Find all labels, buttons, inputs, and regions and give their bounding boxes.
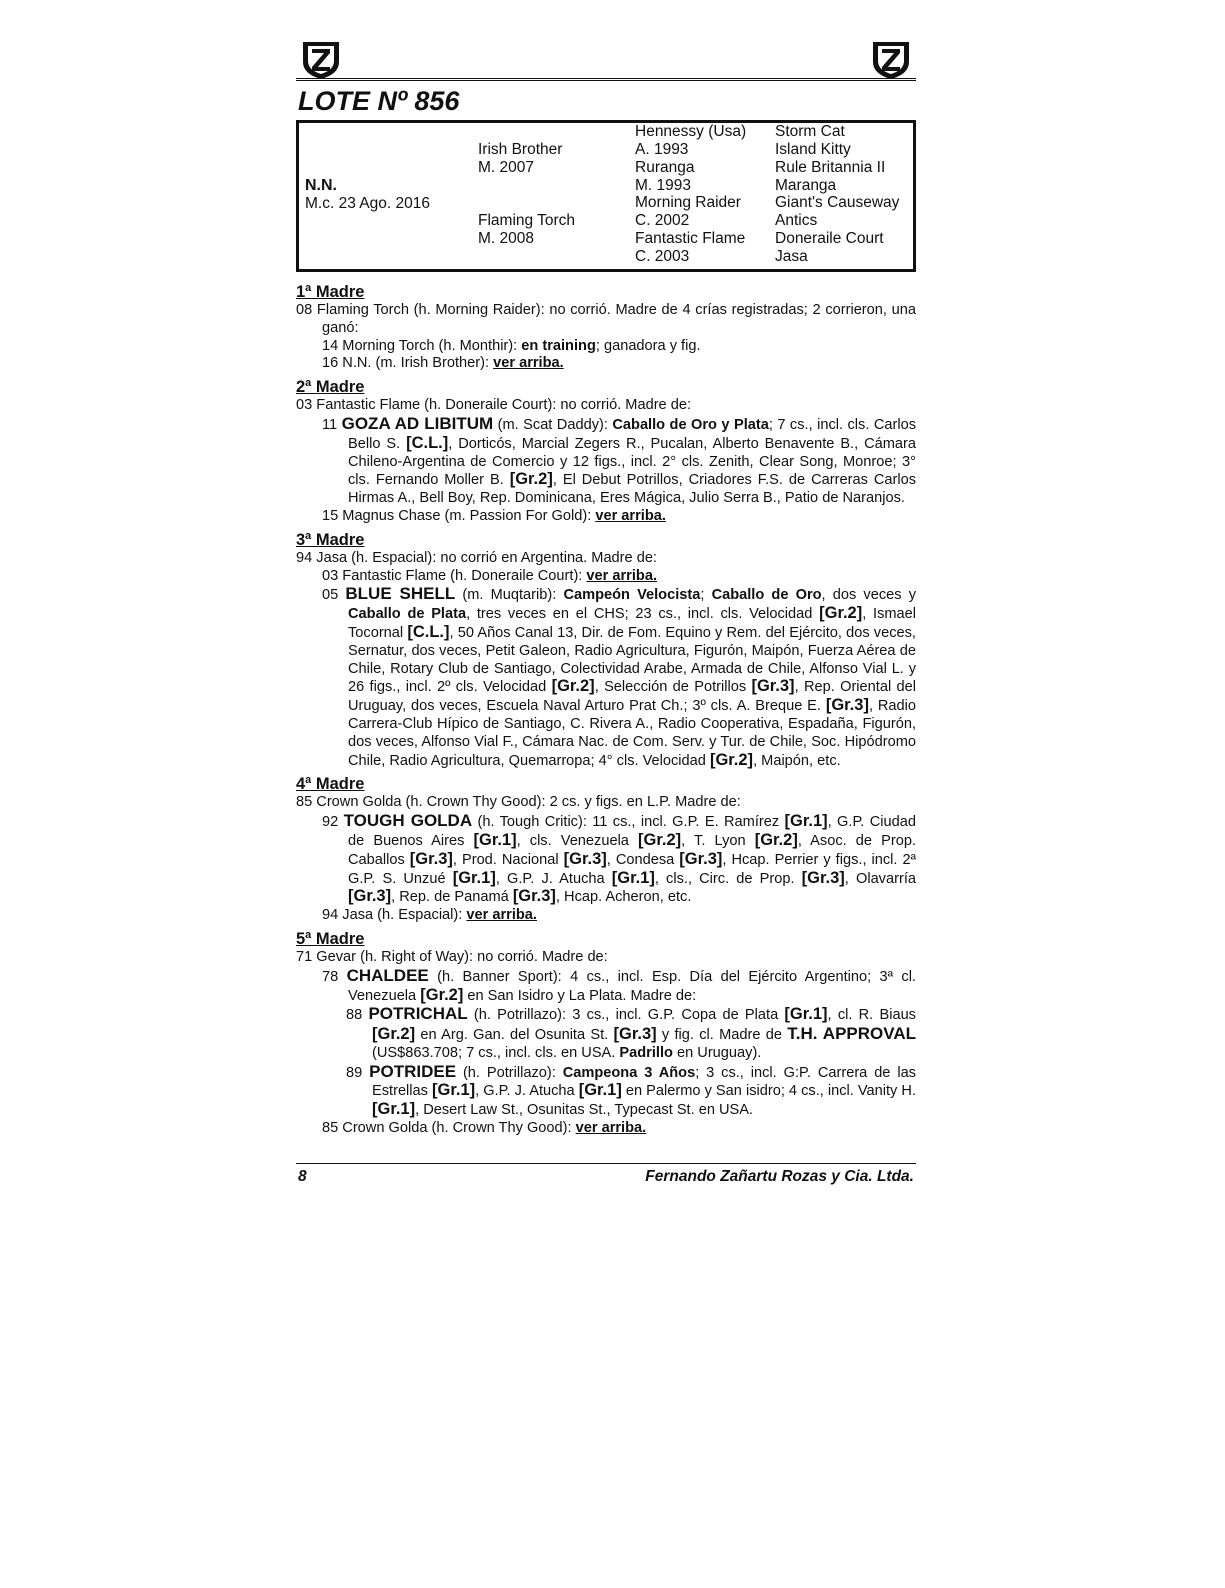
dam-info: M. 2008 <box>478 230 535 247</box>
gen3-cell: Maranga <box>775 177 837 194</box>
gen2-cell: Hennessy (Usa) <box>635 123 747 140</box>
gen2-cell: A. 1993 <box>635 141 689 158</box>
produce-entry: 88 POTRICHAL (h. Potrillazo): 3 cs., incl. G.P. Copa de Plata [Gr.1], cl. R. Biaus [Gr.2] en Arg. Gan. del Osunita St. [Gr.3] y fig. cl. Madre de T.H. APPROVAL (US$863.708; 7 cs., incl. cls. en USA. Padrillo en Uruguay). <box>346 1004 916 1061</box>
see-above-link: ver arriba. <box>466 907 537 924</box>
zr-logo-icon <box>870 36 912 80</box>
see-above-link: ver arriba. <box>493 355 564 372</box>
pedigree-table <box>296 120 916 272</box>
gen3-cell: Island Kitty <box>775 141 851 158</box>
lot-title: LOTE Nº 856 <box>298 86 460 116</box>
dam-entry: 08 Flaming Torch (h. Morning Raider): no corrió. Madre de 4 crías registradas; 2 corrieron, una ganó: <box>296 302 916 336</box>
dam-entry: 03 Fantastic Flame (h. Doneraile Court): no corrió. Madre de: <box>296 397 692 414</box>
produce-entry: 05 BLUE SHELL (m. Muqtarib): Campeón Velocista; Caballo de Oro, dos veces y Caballo de Plata, tres veces en el CHS; 23 cs., incl. cls. Velocidad [Gr.2], Ismael Tocornal [C.L.], 50 Años Canal 13, Dir. de Fom. Equino y Rem. del Ejército, dos veces, Sernatur, dos veces, Petit Galeon, Radio Agricultura, Figurón, Maipón, Fuerza Aérea de Chile, Rotary Club de Santiago, Colectividad Arabe, Armada de Chile, Alfonso Vial L. y 26 figs., incl. 2º cls. Velocidad [Gr.2], Selección de Potrillos [Gr.3], Rep. Oriental del Uruguay, dos veces, Escuela Naval Arturo Prat Ch.; 3º cls. A. Breque E. [Gr.3], Radio Carrera-Club Hípico de Santiago, C. Rivera A., Radio Cooperativa, Espadaña, Figurón, dos veces, Alfonso Vial F., Cámara Nac. de Com. Serv. y Tur. de Chile, Soc. Hipódromo Chile, Radio Agricultura, Quemarropa; 4° cls. Velocidad [Gr.2], Maipón, etc. <box>322 584 916 769</box>
gen3-cell: Rule Britannia II <box>775 159 886 176</box>
produce-entry: 15 Magnus Chase (m. Passion For Gold): ver arriba. <box>322 507 666 524</box>
gen3-cell: Doneraile Court <box>775 230 884 247</box>
produce-entry: 89 POTRIDEE (h. Potrillazo): Campeona 3 Años; 3 cs., incl. G:P. Carrera de las Estrellas [Gr.1], G.P. J. Atucha [Gr.1] en Palermo y San isidro; 4 cs., incl. Vanity H. [Gr.1], Desert Law St., Osunitas St., Typecast St. en USA. <box>346 1061 917 1119</box>
sire-info: M. 2007 <box>478 159 535 176</box>
section-title: 2ª Madre <box>296 378 365 397</box>
gen3-cell: Antics <box>775 212 818 229</box>
section-title: 3ª Madre <box>296 530 365 549</box>
gen3-cell: Storm Cat <box>775 123 845 140</box>
gen3-cell: Giant's Causeway <box>775 194 900 211</box>
section-title: 4ª Madre <box>296 775 365 794</box>
produce-entry: 11 GOZA AD LIBITUM (m. Scat Daddy): Caballo de Oro y Plata; 7 cs., incl. cls. Carlos Bello S. [C.L.], Dorticós, Marcial Zegers R., Pucalan, Alberto Benavente B., Cámara Chileno-Argentina de Comercio y 12 figs., incl. 2° cls. Zenith, Clear Song, Monroe; 3° cls. Fernando Moller B. [Gr.2], El Debut Potrillos, Criadores F.S. de Carreras Carlos Hirmas A., Bell Boy, Rep. Dominicana, Eres Mágica, Julio Serra B., Patio de Naranjos. <box>322 413 916 507</box>
gen2-cell: Morning Raider <box>635 194 741 211</box>
gen3-cell: Jasa <box>775 248 808 265</box>
produce-entry: 94 Jasa (h. Espacial): ver arriba. <box>322 907 537 924</box>
produce-entry: 03 Fantastic Flame (h. Doneraile Court): ver arriba. <box>322 567 658 584</box>
section-title: 5ª Madre <box>296 929 365 948</box>
header-rule <box>296 78 916 79</box>
dam-entry: 71 Gevar (h. Right of Way): no corrió. Madre de: <box>296 948 608 965</box>
produce-entry: 14 Morning Torch (h. Monthir): en training; ganadora y fig. <box>322 337 701 354</box>
horse-name: N.N. <box>305 177 337 194</box>
header-rule <box>296 80 916 81</box>
zr-logo-icon <box>300 36 342 80</box>
produce-entry: 85 Crown Golda (h. Crown Thy Good): ver arriba. <box>322 1120 647 1137</box>
sire-name: Irish Brother <box>478 141 563 158</box>
produce-entry: 16 N.N. (m. Irish Brother): ver arriba. <box>322 355 564 372</box>
family-text <box>296 278 916 1138</box>
dam-name: Flaming Torch <box>478 212 576 229</box>
horse-info: M.c. 23 Ago. 2016 <box>305 195 430 212</box>
see-above-link: ver arriba. <box>586 567 658 584</box>
produce-entry: 92 TOUGH GOLDA (h. Tough Critic): 11 cs., incl. G.P. E. Ramírez [Gr.1], G.P. Ciudad de Buenos Aires [Gr.1], cls. Venezuela [Gr.2], T. Lyon [Gr.2], Asoc. de Prop. Caballos [Gr.3], Prod. Nacional [Gr.3], Condesa [Gr.3], Hcap. Perrier y figs., incl. 2ª G.P. S. Unzué [Gr.1], G.P. J. Atucha [Gr.1], cls., Circ. de Prop. [Gr.3], Olavarría [Gr.3], Rep. de Panamá [Gr.3], Hcap. Acheron, etc. <box>322 811 917 906</box>
gen2-cell: M. 1993 <box>635 177 692 194</box>
produce-entry: 78 CHALDEE (h. Banner Sport): 4 cs., incl. Esp. Día del Ejército Argentino; 3ª cl. Venezuela [Gr.2] en San Isidro y La Plata. Madre de: <box>322 965 916 1004</box>
dam-entry: 94 Jasa (h. Espacial): no corrió en Argentina. Madre de: <box>296 549 657 566</box>
gen2-cell: Fantastic Flame <box>635 230 746 247</box>
section-title: 1ª Madre <box>296 283 365 301</box>
company-name: Fernando Zañartu Rozas y Cia. Ltda. <box>645 1168 914 1185</box>
gen2-cell: C. 2002 <box>635 212 690 229</box>
dam-entry: 85 Crown Golda (h. Crown Thy Good): 2 cs. y figs. en L.P. Madre de: <box>296 794 741 811</box>
see-above-link: ver arriba. <box>595 507 666 524</box>
page-number: 8 <box>298 1168 307 1185</box>
see-above-link: ver arriba. <box>575 1120 647 1137</box>
gen2-cell: Ruranga <box>635 159 695 176</box>
gen2-cell: C. 2003 <box>635 248 690 265</box>
footer-rule <box>296 1163 916 1164</box>
